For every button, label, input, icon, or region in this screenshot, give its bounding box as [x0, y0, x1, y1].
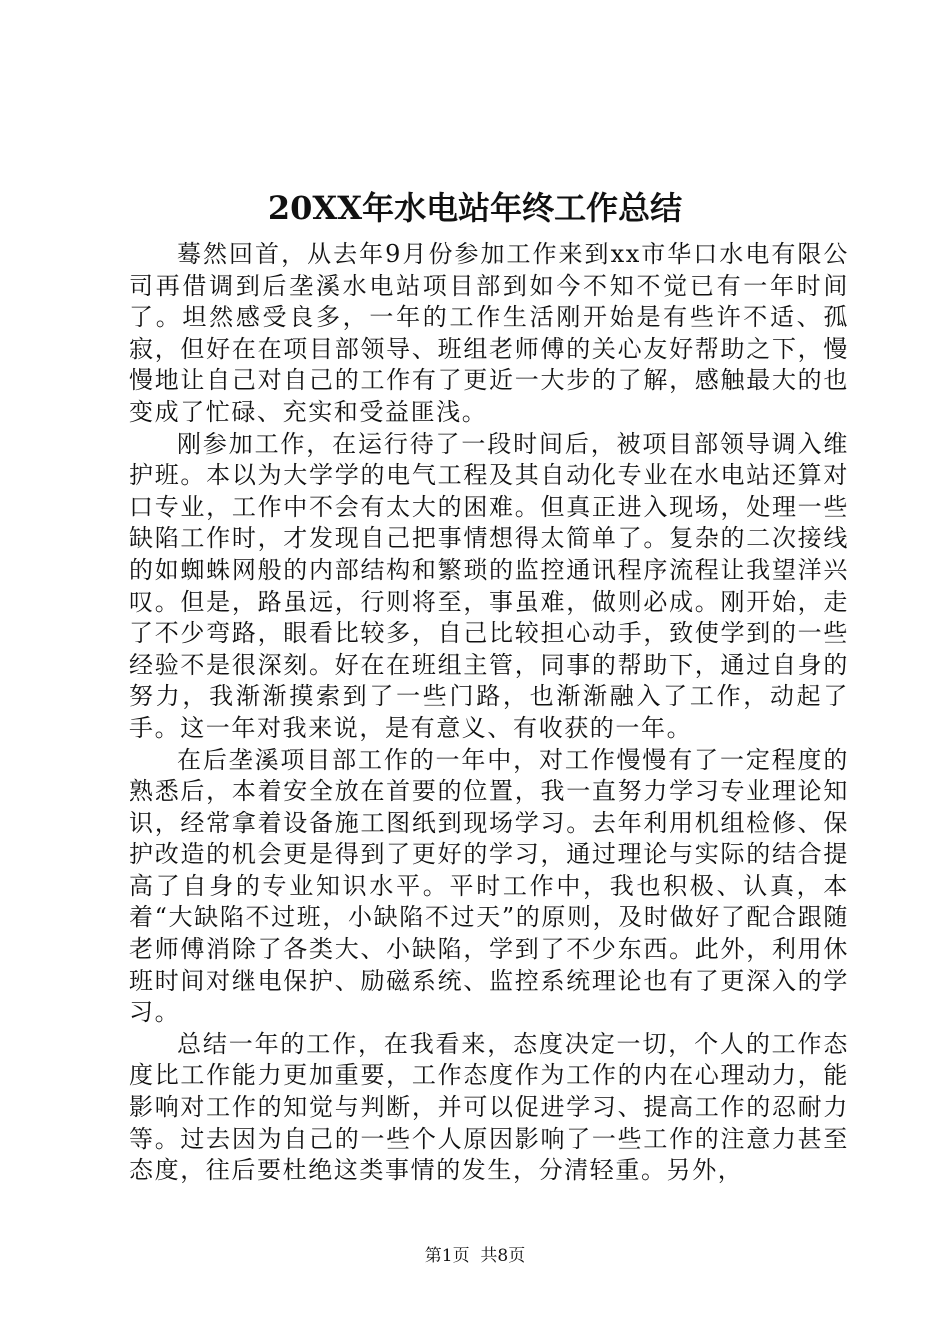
document-body [129, 239, 849, 1187]
page-number: 第1页 [424, 1246, 470, 1266]
paragraph-1: 蓦然回首，从去年9月份参加工作来到xx市华口水电有限公司再借调到后垄溪水电站项目部到如今不知不觉已有一年时间了。坦然感受良多，一年的工作生活刚开始是有些许不适、孤寂，但好在在项目部领导、班组老师傅的关心友好帮助之下，慢慢地让自己对自己的工作有了更近一大步的了解，感触最大的也变成了忙碌、充实和受益匪浅。 [129, 240, 849, 426]
document-title: 20XX年水电站年终工作总结 [267, 189, 683, 227]
paragraph-2: 刚参加工作，在运行待了一段时间后，被项目部领导调入维护班。本以为大学学的电气工程及其自动化专业在水电站还算对口专业，工作中不会有太大的困难。但真正进入现场，处理一些缺陷工作时，才发现自己把事情想得太简单了。复杂的二次接线的如蜘蛛网般的内部结构和繁琐的监控通讯程序流程让我望洋兴叹。但是，路虽远，行则将至，事虽难，做则必成。刚开始，走了不少弯路，眼看比较多，自己比较担心动手，致使学到的一些经验不是很深刻。好在在班组主管，同事的帮助下，通过自身的努力，我渐渐摸索到了一些门路，也渐渐融入了工作，动起了手。这一年对我来说，是有意义、有收获的一年。 [129, 429, 849, 742]
paragraph-3: 在后垄溪项目部工作的一年中，对工作慢慢有了一定程度的熟悉后，本着安全放在首要的位置，我一直努力学习专业理论知识，经常拿着设备施工图纸到现场学习。去年利用机组检修、保护改造的机会更是得到了更好的学习，通过理论与实际的结合提高了自身的专业知识水平。平时工作中，我也积极、认真，本着“大缺陷不过班，小缺陷不过天”的原则，及时做好了配合跟随老师傅消除了各类大、小缺陷，学到了不少东西。此外，利用休班时间对继电保护、励磁系统、监控系统理论也有了更深入的学习。 [129, 745, 849, 1027]
page-total: 共8页 [480, 1246, 526, 1266]
page-footer [0, 1244, 950, 1268]
paragraph-4: 总结一年的工作，在我看来，态度决定一切，个人的工作态度比工作能力更加重要，工作态度作为工作的内在心理动力，能影响对工作的知觉与判断，并可以促进学习、提高工作的忍耐力等。过去因为自己的一些个人原因影响了一些工作的注意力甚至态度，往后要杜绝这类事情的发生，分清轻重。另外， [129, 1029, 849, 1185]
